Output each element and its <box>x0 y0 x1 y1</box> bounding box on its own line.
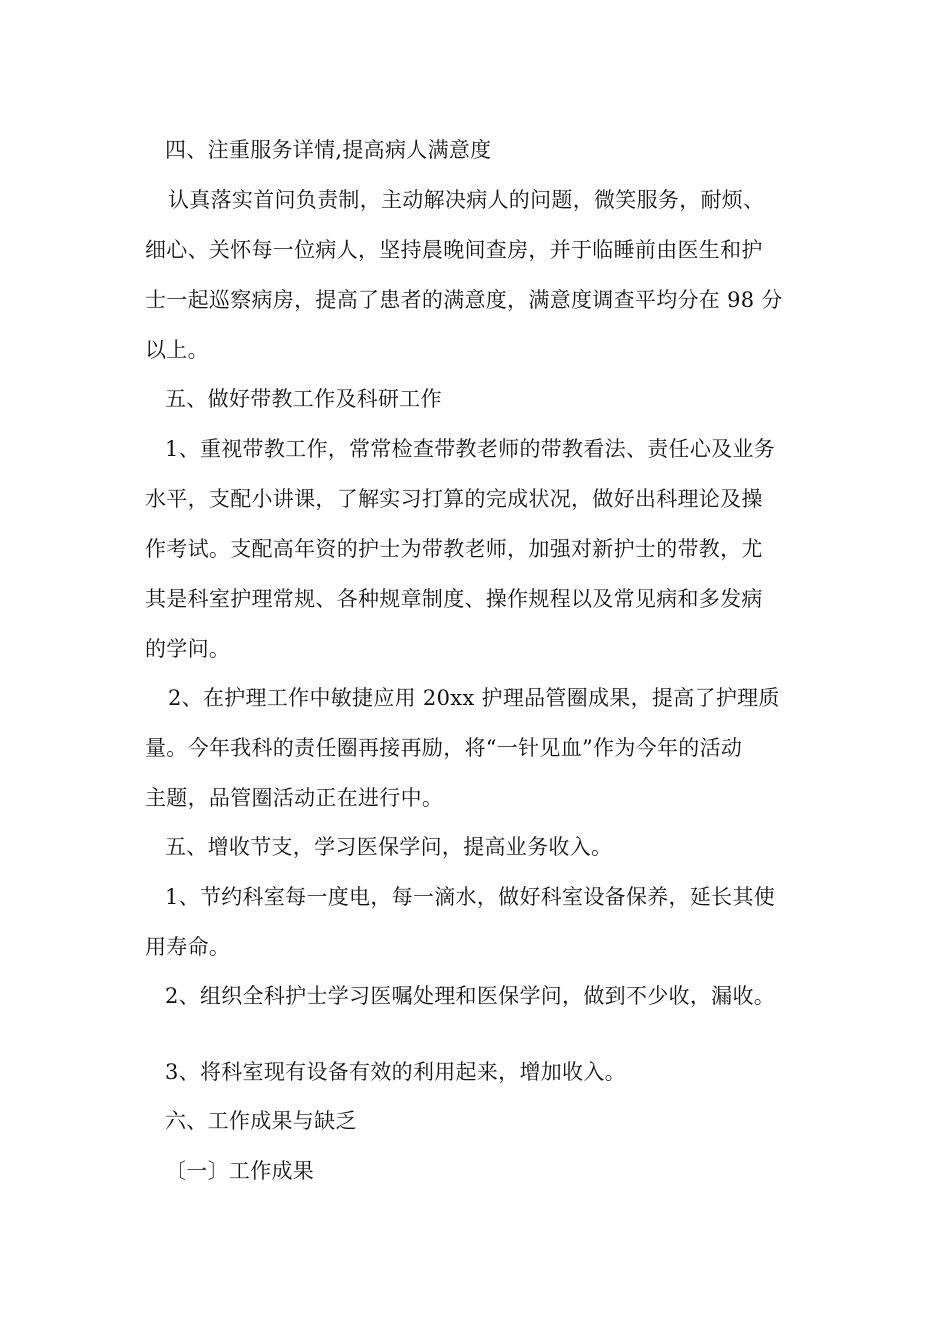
paragraph-line: 作考试。支配高年资的护士为带教老师，加强对新护士的带教，尤 <box>145 537 763 561</box>
paragraph-line: 士一起巡察病房，提高了患者的满意度，满意度调查平均分在 98 分 <box>145 288 783 312</box>
paragraph-line: 1、重视带教工作，常常检查带教老师的带教看法、责任心及业务 <box>165 437 776 461</box>
section-heading-5: 五、做好带教工作及科研工作 <box>165 387 442 411</box>
paragraph-line: 的学问。 <box>145 637 231 661</box>
section-heading-5b: 五、增收节支，学习医保学问，提高业务收入。 <box>165 835 613 859</box>
paragraph-line: 2、组织全科护士学习医嘱处理和医保学问，做到不少收，漏收。 <box>165 984 776 1008</box>
paragraph-line: 量。今年我科的责任圈再接再励，将“一针见血”作为今年的活动 <box>145 736 743 760</box>
paragraph-line: 细心、关怀每一位病人，坚持晨晚间查房，并于临睡前由医生和护 <box>145 238 763 262</box>
paragraph-line: 1、节约科室每一度电，每一滴水，做好科室设备保养，延长其使 <box>165 885 776 909</box>
paragraph-line: 认真落实首问负责制，主动解决病人的问题，微笑服务，耐烦、 <box>168 188 765 212</box>
paragraph-line: 3、将科室现有设备有效的利用起来，增加收入。 <box>165 1060 626 1084</box>
subsection-heading: 〔一〕工作成果 <box>165 1159 315 1183</box>
paragraph-line: 用寿命。 <box>145 935 231 959</box>
paragraph-line: 其是科室护理常规、各种规章制度、操作规程以及常见病和多发病 <box>145 587 763 611</box>
paragraph-line: 以上。 <box>145 338 209 362</box>
section-heading-4: 四、注重服务详情,提高病人满意度 <box>165 138 492 162</box>
paragraph-line: 2、在护理工作中敏捷应用 20xx 护理品管圈成果，提高了护理质 <box>168 686 780 710</box>
paragraph-line: 主题，品管圈活动正在进行中。 <box>145 786 444 810</box>
paragraph-line: 水平，支配小讲课，了解实习打算的完成状况，做好出科理论及操 <box>145 487 763 511</box>
section-heading-6: 六、工作成果与缺乏 <box>165 1109 357 1133</box>
